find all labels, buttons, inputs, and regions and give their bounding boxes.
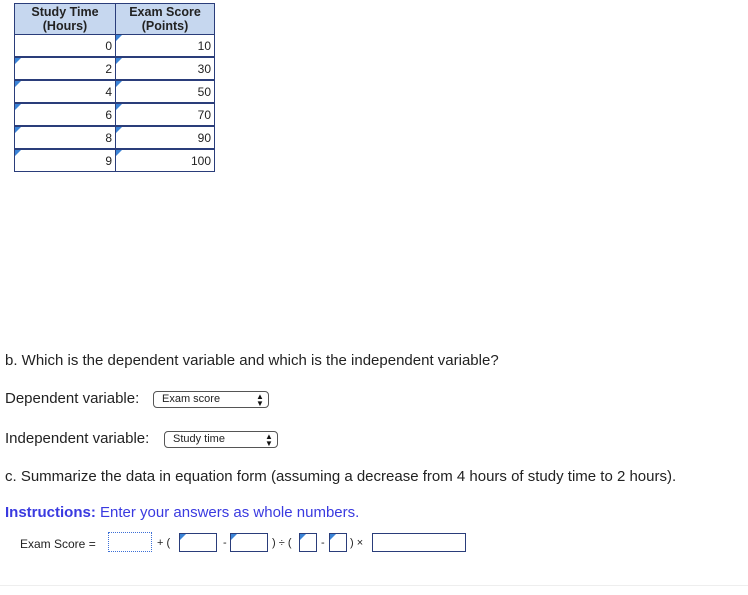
table-row xyxy=(15,35,215,58)
cell-marker-icon xyxy=(116,150,122,156)
column-header-exam-score: Exam Score (Points) xyxy=(116,4,215,35)
exam-score-cell[interactable]: 100 xyxy=(116,149,215,172)
select-arrows-icon: ▲ ▼ xyxy=(265,432,273,448)
column-header-study-time: Study Time (Hours) xyxy=(15,4,116,35)
independent-variable-value: Study time xyxy=(173,433,225,445)
dependent-variable-value: Exam score xyxy=(162,393,221,405)
instructions-text: Enter your answers as whole numbers. xyxy=(95,504,360,521)
data-table xyxy=(14,3,215,172)
times-symbol: ) × xyxy=(350,537,364,549)
time-at-2-input[interactable] xyxy=(299,533,317,552)
score-at-2-input[interactable] xyxy=(179,533,217,552)
plus-paren-symbol: + ( xyxy=(157,537,171,549)
cell-marker-icon xyxy=(231,534,237,540)
score-at-4-input[interactable] xyxy=(230,533,268,552)
study-time-cell[interactable]: 4 xyxy=(15,80,116,103)
minus-symbol: - xyxy=(223,537,227,549)
cell-marker-icon xyxy=(15,104,21,110)
dependent-variable-select[interactable] xyxy=(153,391,269,408)
cell-marker-icon xyxy=(116,35,122,41)
instructions-label: Instructions: xyxy=(5,504,96,521)
minus-symbol: - xyxy=(321,537,325,549)
cell-marker-icon xyxy=(116,81,122,87)
table-row xyxy=(15,80,215,103)
study-time-cell[interactable]: 6 xyxy=(15,103,116,126)
time-at-4-input[interactable] xyxy=(329,533,347,552)
cell-marker-icon xyxy=(116,58,122,64)
equation-label: Exam Score = xyxy=(20,537,96,551)
intercept-input[interactable] xyxy=(108,532,152,552)
exam-score-cell[interactable]: 70 xyxy=(116,103,215,126)
study-time-cell[interactable]: 2 xyxy=(15,57,116,80)
cell-marker-icon xyxy=(15,127,21,133)
cell-marker-icon xyxy=(180,534,186,540)
question-b: b. Which is the dependent variable and which is the independent variable? xyxy=(5,352,499,369)
cell-marker-icon xyxy=(15,81,21,87)
exam-score-cell[interactable]: 10 xyxy=(116,35,215,58)
cell-marker-icon xyxy=(15,150,21,156)
select-arrows-icon: ▲ ▼ xyxy=(256,392,264,408)
instructions xyxy=(5,504,359,521)
divide-paren-symbol: ) ÷ ( xyxy=(272,537,292,549)
divider xyxy=(0,585,748,586)
study-time-cell[interactable]: 9 xyxy=(15,149,116,172)
exam-score-cell[interactable]: 90 xyxy=(116,126,215,149)
exam-score-cell[interactable]: 30 xyxy=(116,57,215,80)
cell-marker-icon xyxy=(300,534,306,540)
exam-score-cell[interactable]: 50 xyxy=(116,80,215,103)
table-header-row xyxy=(15,4,215,35)
table-row xyxy=(15,149,215,172)
study-time-variable-input[interactable] xyxy=(372,533,466,552)
table-row xyxy=(15,57,215,80)
cell-marker-icon xyxy=(330,534,336,540)
study-time-cell[interactable]: 8 xyxy=(15,126,116,149)
table-row xyxy=(15,126,215,149)
cell-marker-icon xyxy=(116,104,122,110)
independent-variable-select[interactable] xyxy=(164,431,278,448)
cell-marker-icon xyxy=(116,127,122,133)
dependent-variable-label: Dependent variable: xyxy=(5,390,140,407)
independent-variable-label: Independent variable: xyxy=(5,430,150,447)
table-row xyxy=(15,103,215,126)
question-c: c. Summarize the data in equation form (assuming a decrease from 4 hours of study time to 2 hours). xyxy=(5,468,677,485)
cell-marker-icon xyxy=(15,58,21,64)
study-time-cell[interactable]: 0 xyxy=(15,35,116,58)
